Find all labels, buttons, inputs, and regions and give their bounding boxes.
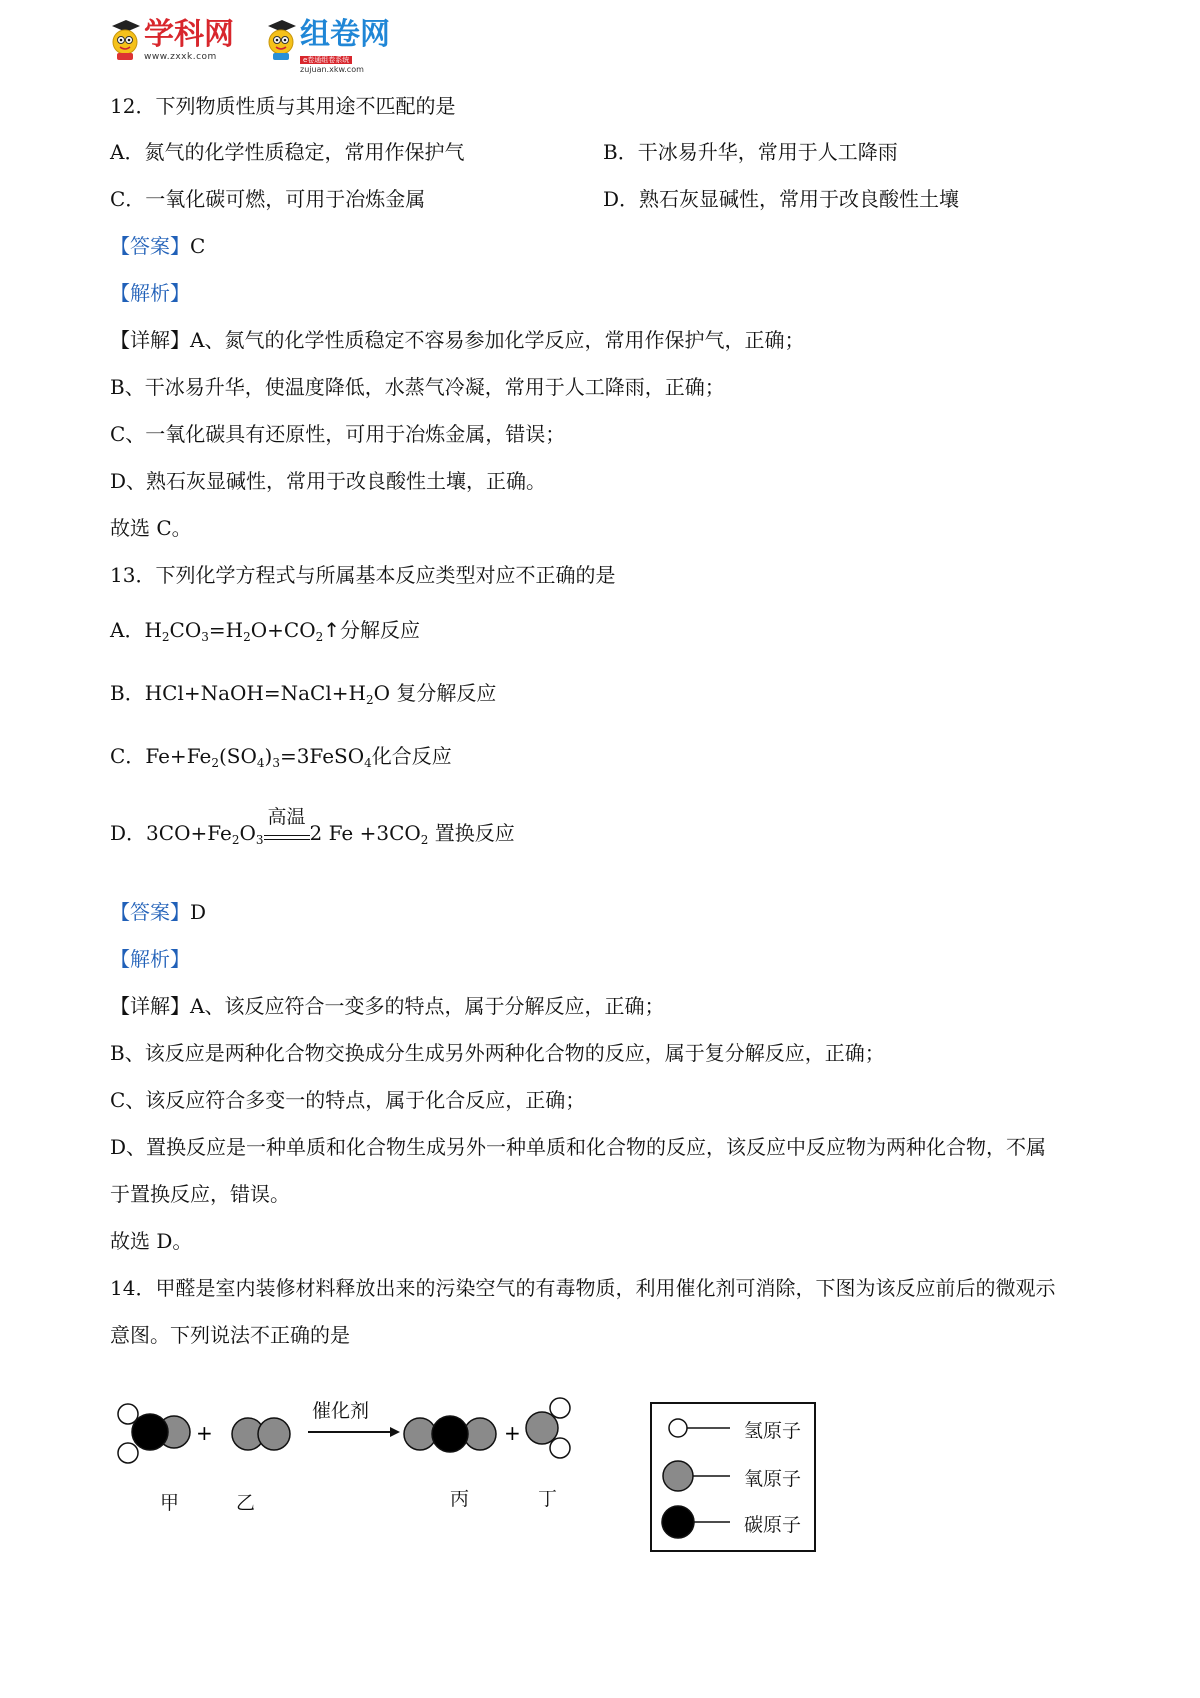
zxxk-logo[interactable] [108, 18, 234, 62]
reaction-type: 化合反应 [371, 744, 452, 768]
q13-analysis-tag: 【解析】 [110, 947, 190, 971]
mascot-icon [108, 18, 142, 62]
q14-stem-2: 意图。下列说法不正确的是 [110, 1323, 350, 1347]
legend [650, 1402, 816, 1552]
q12-analysis-tag: 【解析】 [110, 281, 190, 305]
q13-stem: 13．下列化学方程式与所属基本反应类型对应不正确的是 [110, 563, 616, 587]
equation-d-products: 2 $Fe +3CO_2$ [309, 821, 429, 847]
mascot-icon [264, 18, 298, 62]
reaction-diagram [110, 1396, 850, 1558]
q12-answer [110, 234, 205, 258]
carbon-atom-icon [662, 1506, 694, 1538]
equation-c: $Fe+Fe_2(SO_4)_3=3FeSO_4$ [145, 744, 372, 770]
plus-sign: + [504, 1421, 521, 1445]
q13-detail-4b: 于置换反应，错误。 [110, 1182, 290, 1206]
q13-detail-4a: D、置换反应是一种单质和化合物生成另外一种单质和化合物的反应，该反应中反应物为两种化合物，不属 [110, 1135, 1047, 1159]
detail-tag: 【详解】 [110, 994, 190, 1018]
condition-text: 高温 [267, 806, 306, 828]
zujuan-url: zujuan.xkw.com [300, 65, 364, 74]
q12-option-b: B．干冰易升华，常用于人工降雨 [603, 140, 898, 164]
q14-stem-1: 14．甲醛是室内装修材料释放出来的污染空气的有毒物质，利用催化剂可消除，下图为该反应前后的微观示 [110, 1276, 1056, 1300]
molecule-ding [526, 1398, 570, 1458]
hydrogen-atom-icon [669, 1419, 687, 1437]
answer-tag: 【答案】 [110, 234, 190, 258]
answer-tag: 【答案】 [110, 900, 190, 924]
legend-carbon: 碳原子 [744, 1514, 802, 1536]
equation-a: $H_2CO_3=H_2O+CO_2↑$ [144, 618, 340, 644]
q13-option-d [110, 806, 515, 847]
reaction-type: 分解反应 [340, 618, 420, 642]
q13-option-c [110, 744, 452, 768]
q12-stem: 12．下列物质性质与其用途不匹配的是 [110, 94, 456, 118]
zujuan-logo-text: 组卷网 [300, 17, 390, 52]
q13-answer [110, 900, 206, 924]
oxygen-atom-icon [663, 1461, 693, 1491]
zxxk-logo-text: 学科网 [144, 17, 234, 52]
equation-b: $HCl+NaOH=NaCl+H_2O$ [144, 681, 397, 707]
q13-detail-2: B、该反应是两种化合物交换成分生成另外两种化合物的反应，属于复分解反应，正确； [110, 1041, 885, 1065]
q12-detail-2: B、干冰易升华，使温度降低，水蒸气冷凝，常用于人工降雨，正确； [110, 375, 725, 399]
arrow-head-icon [390, 1427, 400, 1437]
label-jia: 甲 [160, 1492, 180, 1514]
q13-detail-3: C、该反应符合多变一的特点，属于化合反应，正确； [110, 1088, 586, 1112]
q12-conclusion: 故选 C。 [110, 516, 192, 540]
q13-option-b [110, 681, 496, 705]
reaction-type: 复分解反应 [396, 681, 497, 705]
q13-detail-1 [110, 994, 664, 1018]
detail-tag: 【详解】 [110, 328, 190, 352]
legend-hydrogen: 氢原子 [744, 1420, 802, 1442]
answer-value: C [190, 234, 206, 258]
molecule-jia [118, 1404, 190, 1463]
detail-text: A、氮气的化学性质稳定不容易参加化学反应，常用作保护气，正确； [190, 328, 805, 352]
label-yi: 乙 [236, 1492, 256, 1514]
detail-text: A、该反应符合一变多的特点，属于分解反应，正确； [190, 994, 665, 1018]
reaction-type: 置换反应 [434, 821, 515, 845]
zujuan-logo[interactable] [264, 18, 390, 74]
q12-detail-1 [110, 328, 804, 352]
plus-sign: + [196, 1421, 213, 1445]
option-label: B． [110, 681, 145, 705]
q12-detail-3: C、一氧化碳具有还原性，可用于冶炼金属，错误； [110, 422, 566, 446]
option-label: C． [110, 744, 146, 768]
equal-bar [264, 835, 310, 840]
q13-option-a [110, 618, 420, 642]
q13-conclusion: 故选 D。 [110, 1229, 193, 1253]
option-label: D． [110, 821, 147, 845]
answer-value: D [190, 900, 207, 924]
zxxk-url: www.zxxk.com [144, 52, 217, 62]
q12-detail-4: D、熟石灰显碱性，常用于改良酸性土壤，正确。 [110, 469, 547, 493]
q12-option-a: A．氮气的化学性质稳定，常用作保护气 [110, 140, 465, 164]
molecule-yi [232, 1418, 290, 1450]
catalyst-label: 催化剂 [312, 1400, 370, 1422]
legend-oxygen: 氧原子 [744, 1468, 802, 1490]
molecule-bing [404, 1416, 496, 1452]
equation-d: $3CO+Fe_2O_3$ [146, 821, 264, 847]
q12-option-d: D．熟石灰显碱性，常用于改良酸性土壤 [603, 187, 960, 211]
zujuan-badge: e卷通组卷系统 [300, 56, 352, 64]
label-bing: 丙 [450, 1488, 470, 1510]
molecule-drawing [110, 1396, 650, 1558]
q12-option-c: C．一氧化碳可燃，可用于冶炼金属 [110, 187, 426, 211]
label-ding: 丁 [538, 1488, 558, 1510]
option-label: A． [110, 618, 145, 642]
header [108, 17, 428, 74]
high-temp-condition [264, 806, 310, 840]
